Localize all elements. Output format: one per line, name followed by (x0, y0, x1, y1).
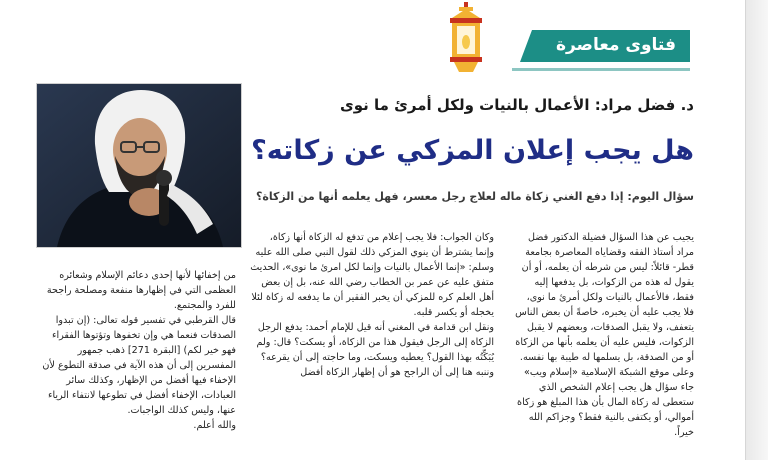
paragraph: وعلى موقع الشبكة الإسلامية «إسلام ويب» جاء سؤال هل يجب إعلام الشخص الذي ستعطى له زكاة المال بأن هذا المبلغ هو زكاة أموالي، أو يكتفى بالنية فقط؟ وجزاكم الله خيراً. (517, 367, 694, 438)
article-question: سؤال اليوم: إذا دفع الغني زكاة ماله لعلاج رجل معسر، فهل يعلمه أنها من الزكاة؟ (255, 190, 694, 203)
portrait-illustration (37, 84, 241, 247)
paragraph: من إخفائها لأنها إحدى دعائم الإسلام وشعائره العظمى التي في إظهارها منفعة ومصلحة راجحة للفرد والمجتمع. (46, 270, 236, 311)
article-column-right (514, 230, 694, 440)
page-edge-margin (745, 0, 768, 460)
article-subtitle: د. فضل مراد: الأعمال بالنيات ولكل أمرئ ما نوى (339, 96, 694, 114)
article-column-left (38, 268, 236, 433)
lantern-icon (442, 2, 490, 74)
paragraph: وكان الجواب: فلا يجب إعلام من تدفع له الزكاة أنها زكاة، وإنما يشترط أن ينوي المزكي ذلك لقول النبي صلى الله عليه وسلم: «إنما الأعمال بالنيات وإنما لكل امرئ ما نوى»، الحديث متفق عليه عن عمر بن الخطاب رضي الله عنه، بل إن بعض أهل العلم كره للمزكي أن يخبر الفقير أن ما يدفعه له زكاة لئلا يخجله أو يكسر قلبه. (250, 232, 494, 318)
paragraph: وننبه هنا إلى أن الراجح هو أن إظهار الزكاة أفضل (300, 367, 494, 378)
paragraph: قال القرطبي في تفسير قوله تعالى: (إن تبدوا الصدقات فنعما هي وإن تخفوها وتؤتوها الفقراء فهو خير لكم) [البقرة 271] ذهب جمهور المفسرين إلى أن هذه الآية في صدقة التطوع لأن الإخفاء فيها أفضل من الإظهار، وكذلك سائر العبادات، الإخفاء أفضل في تطوعها لانتفاء الرياء عنها، وليس كذلك الواجبات. (42, 315, 236, 416)
section-banner (520, 30, 690, 62)
paragraph: والله أعلم. (193, 420, 236, 431)
scholar-portrait (36, 83, 242, 248)
banner-underline (512, 68, 690, 71)
paragraph: يجيب عن هذا السؤال فضيلة الدكتور فضل مراد أستاذ الفقه وقضاياه المعاصرة بجامعة قطر- قائلاً: ليس من شرطه أن يعلمه، أو أن يقول له هذه من الزكوات، بل يدفعها إليه فقط، فالأعمال بالنيات ولكل أمرئ ما نوى، فلا يجب عليه أن يخبره، خاصةً أن بعض الناس يتعفف، ولا يقبل الصدقات، وبعضهم لا يقبل الزكوات، فليس عليه أن يعلمه بأنها من الزكاة أو من الصدقة، بل يسلمها له طيبة بها نفسه. (515, 232, 694, 363)
article-column-middle (250, 230, 494, 380)
article-headline: هل يجب إعلان المزكي عن زكاته؟ (251, 135, 694, 166)
section-title: فتاوى معاصرة (555, 35, 676, 55)
paragraph: ونقل ابن قدامة في المغني أنه قيل للإمام أحمد: يدفع الرجل الزكاة إلى الرجل فيقول هذا من الزكاة، أو يسكت؟ قال: ولم يُبَكِّتُه بهذا القول؟ يعطيه ويسكت، وما حاجته إلى أن يقرعه؟ (256, 322, 494, 363)
